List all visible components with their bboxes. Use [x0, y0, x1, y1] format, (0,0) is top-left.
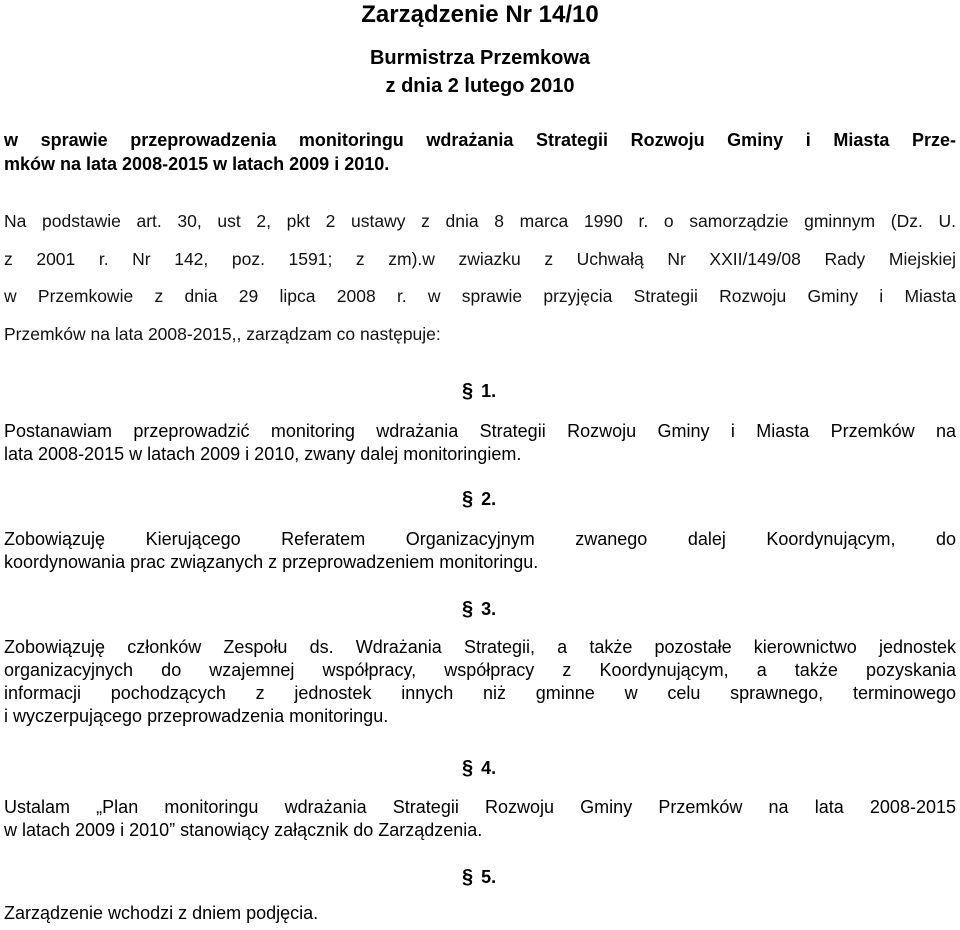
document-date: z dnia 2 lutego 2010 [385, 75, 575, 97]
document-subject [4, 128, 956, 176]
paragraph-line: lata 2008-2015 w latach 2009 i 2010, zwany dalej monitoringiem. [4, 444, 522, 464]
paragraph-line: Postanawiam przeprowadzić monitoring wdrażania Strategii Rozwoju Gminy i Miasta Przemków na [4, 421, 956, 441]
paragraph-number-4: § 4. [462, 757, 497, 779]
legal-basis-line: w Przemkowie z dnia 29 lipca 2008 r. w sprawie przyjęcia Strategii Rozwoju Gminy i Miasta [4, 286, 956, 306]
section-symbol: § [462, 866, 474, 888]
paragraph-line: Zobowiązuję Kierującego Referatem Organizacyjnym zwanego dalej Koordynującym, do [4, 529, 956, 549]
paragraph-line: koordynowania prac związanych z przeprowadzeniem monitoringu. [4, 552, 539, 572]
section-symbol: § [462, 380, 474, 402]
paragraph-text-3 [4, 636, 956, 728]
paragraph-line: i wyczerpującego przeprowadzenia monitoringu. [4, 706, 389, 726]
paragraph-line: w latach 2009 i 2010” stanowiący załącznik do Zarządzenia. [4, 820, 483, 840]
section-symbol: § [462, 598, 474, 620]
legal-basis-line: z 2001 r. Nr 142, poz. 1591; z zm).w zwiazku z Uchwałą Nr XXII/149/08 Rady Miejskiej [4, 248, 956, 269]
paragraph-text-2 [4, 528, 956, 574]
document-title: Zarządzenie Nr 14/10 [361, 1, 599, 28]
legal-basis-line: Przemków na lata 2008-2015,, zarządzam co następuje: [4, 323, 441, 344]
paragraph-text-1 [4, 420, 956, 466]
paragraph-number-3: § 3. [462, 598, 497, 620]
legal-basis-line: Na podstawie art. 30, ust 2, pkt 2 ustawy z dnia 8 marca 1990 r. o samorządzie gminnym (Dz. U. [4, 211, 956, 231]
paragraph-line: Zobowiązuję członków Zespołu ds. Wdrażania Strategii, a także pozostałe kierownictwo jednostek [4, 637, 956, 657]
paragraph-text-5 [4, 902, 956, 925]
paragraph-line: Ustalam „Plan monitoringu wdrażania Strategii Rozwoju Gminy Przemków na lata 2008-2015 [4, 797, 956, 817]
paragraph-number-5: § 5. [462, 866, 497, 888]
paragraph-number-2: § 2. [462, 488, 497, 510]
paragraph-text-4 [4, 796, 956, 842]
paragraph-line: Zarządzenie wchodzi z dniem podjęcia. [4, 903, 319, 923]
subject-line: mków na lata 2008-2015 w latach 2009 i 2010. [4, 154, 390, 174]
section-symbol: § [462, 757, 474, 779]
subject-line: w sprawie przeprowadzenia monitoringu wdrażania Strategii Rozwoju Gminy i Miasta Prze- [4, 130, 956, 150]
section-symbol: § [462, 488, 474, 510]
paragraph-line: organizacyjnych do wzajemnej współpracy, współpracy z Koordynującym, a także pozyskania [4, 660, 956, 680]
paragraph-number-1: § 1. [462, 380, 497, 402]
paragraph-line: informacji pochodzących z jednostek innych niż gminne w celu sprawnego, terminowego [4, 683, 956, 703]
document-issuer: Burmistrza Przemkowa [369, 47, 591, 69]
legal-basis [4, 203, 956, 353]
